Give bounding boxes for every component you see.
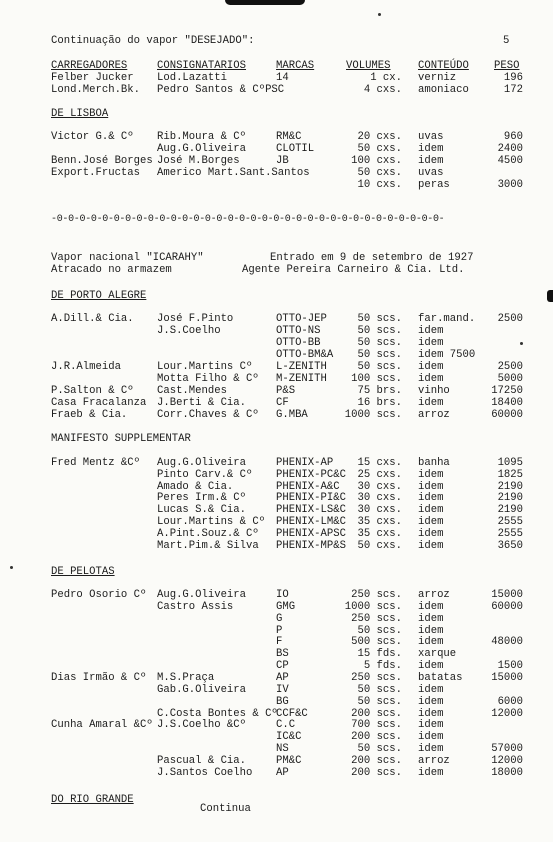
section-heading-pelotas: DE PELOTAS [51, 566, 115, 578]
content-cell: idem [418, 743, 444, 756]
column-header-shipper: CARREGADORES [51, 60, 128, 72]
ink-dot [520, 342, 523, 345]
volume-cell: 250 scs. [351, 612, 402, 625]
content-cell: idem [418, 373, 444, 385]
shipper-cell: Fraeb & Cia. [51, 409, 128, 421]
mark-cell: C.C [276, 719, 296, 732]
shipper-cell: Export.Fructas [51, 167, 141, 179]
volume-cell: 5 fds. [363, 660, 402, 673]
consignee-cell: Castro Assis [157, 600, 234, 613]
volume-cell: 100 cxs. [351, 155, 402, 167]
consignee-cell: J.Berti & Cia. [157, 397, 247, 409]
mark-cell: BG [276, 695, 289, 708]
volume-cell: 50 scs. [357, 361, 402, 373]
weight-cell: 1095 [497, 457, 523, 469]
mark-cell: PM&C [276, 754, 302, 767]
weight-cell: 48000 [491, 636, 523, 649]
volume-cell: 200 scs. [351, 707, 402, 720]
content-cell: xarque [418, 648, 457, 661]
ink-blot-right [547, 290, 553, 302]
consignee-cell: Rib.Moura & Cº [157, 131, 247, 143]
mark-cell: PHENIX-AP [276, 457, 334, 469]
shipper-cell: A.Dill.& Cia. [51, 313, 134, 325]
content-cell: peras [418, 179, 450, 191]
content-cell: idem [418, 766, 444, 779]
weight-cell: 3000 [497, 179, 523, 191]
weight-cell: 18000 [491, 766, 523, 779]
content-cell: idem [418, 707, 444, 720]
mark-cell: PHENIX-MP&S [276, 539, 346, 552]
content-cell: arroz [418, 409, 450, 421]
volume-cell: 15 fds. [357, 648, 402, 661]
volume-cell: 250 scs. [351, 589, 402, 601]
weight-cell: 12000 [491, 707, 523, 720]
volume-cell: 50 scs. [357, 349, 402, 361]
consignee-cell: José F.Pinto [157, 313, 234, 325]
content-cell: idem [418, 480, 444, 493]
mark-cell: BS [276, 648, 289, 661]
consignee-cell: Pascual & Cia. [157, 754, 247, 767]
mark-cell: PHENIX-A&C [276, 480, 340, 493]
content-cell: idem [418, 624, 444, 637]
volume-cell: 50 scs. [357, 313, 402, 325]
column-header-content: CONTEÚDO [418, 60, 469, 72]
content-cell: idem [418, 695, 444, 708]
mark-cell: PHENIX-PC&C [276, 468, 346, 481]
content-cell: banha [418, 457, 450, 469]
mark-cell: JB [276, 155, 289, 167]
volume-cell: 500 scs. [351, 636, 402, 649]
weight-cell: 172 [503, 84, 523, 96]
volume-cell: 15 cxs. [357, 457, 402, 469]
consignee-cell: Amado & Cia. [157, 480, 234, 493]
content-cell: idem [418, 516, 444, 528]
consignee-cell: Pinto Carv.& Cº [157, 468, 253, 481]
mark-cell: PHENIX-LM&C [276, 516, 346, 528]
vessel-agent: Agente Pereira Carneiro & Cia. Ltd. [242, 264, 465, 276]
weight-cell: 2555 [497, 516, 523, 528]
weight-cell: 2190 [497, 504, 523, 517]
weight-cell: 2500 [497, 361, 523, 373]
mark-cell: IV [276, 683, 289, 696]
shipper-cell: Fred Mentz &Cº [51, 457, 141, 469]
content-cell: idem [418, 337, 444, 349]
mark-cell: PHENIX-APSC [276, 527, 346, 540]
weight-cell: 196 [503, 72, 523, 84]
volume-cell: 1000 scs. [344, 409, 402, 421]
consignee-cell: M.S.Praça [157, 671, 215, 684]
content-cell: arroz [418, 754, 450, 767]
weight-cell: 960 [503, 131, 523, 143]
consignee-cell: J.Santos Coelho [157, 766, 253, 779]
volume-cell: 50 scs. [357, 337, 402, 349]
volume-cell: 50 scs. [357, 695, 402, 708]
mark-cell: OTTO-BM&A [276, 349, 334, 361]
weight-cell: 17250 [491, 385, 523, 397]
volume-cell: 50 cxs. [357, 539, 402, 552]
weight-cell: 1825 [497, 468, 523, 481]
content-cell: idem [418, 492, 444, 505]
volume-cell: 1 cx. [370, 72, 402, 84]
content-cell: idem [418, 600, 444, 613]
content-cell: idem [418, 143, 444, 155]
mark-cell: NS [276, 743, 289, 756]
consignee-cell: José M.Borges [157, 155, 240, 167]
content-cell: batatas [418, 671, 463, 684]
weight-cell: 57000 [491, 743, 523, 756]
column-header-volume: VOLUMES [346, 60, 391, 72]
consignee-cell: Cast.Mendes [157, 385, 227, 397]
weight-cell: 60000 [491, 409, 523, 421]
mark-cell: IO [276, 589, 289, 601]
mark-cell: M-ZENITH [276, 373, 327, 385]
volume-cell: 30 cxs. [357, 492, 402, 505]
mark-cell: CCF&C [276, 707, 308, 720]
content-cell: idem [418, 361, 444, 373]
volume-cell: 20 cxs. [357, 131, 402, 143]
mark-cell: RM&C [276, 131, 302, 143]
content-cell: amoniaco [418, 84, 469, 96]
content-cell: idem [418, 325, 444, 337]
shipper-cell: P.Salton & Cº [51, 385, 134, 397]
mark-cell: AP [276, 671, 289, 684]
volume-cell: 30 cxs. [357, 504, 402, 517]
weight-cell: 2190 [497, 480, 523, 493]
content-cell: uvas [418, 131, 444, 143]
content-cell: verniz [418, 72, 457, 84]
volume-cell: 4 cxs. [363, 84, 402, 96]
shipper-cell: Benn.José Borges [51, 155, 153, 167]
volume-cell: 35 cxs. [357, 527, 402, 540]
volume-cell: 50 scs. [357, 743, 402, 756]
weight-cell: 2500 [497, 313, 523, 325]
mark-cell: CLOTIL [276, 143, 315, 155]
content-cell: idem [418, 719, 444, 732]
consignee-cell: Lucas S.& Cia. [157, 504, 247, 517]
weight-cell: 6000 [497, 695, 523, 708]
weight-cell: 2400 [497, 143, 523, 155]
page-number: 5 [503, 35, 510, 47]
mark-cell: L-ZENITH [276, 361, 327, 373]
vessel-berth: Atracado no armazem [51, 264, 172, 276]
mark-cell: 14 [276, 72, 289, 84]
content-cell: idem [418, 397, 444, 409]
consignee-cell: Lour.Martins Cº [157, 361, 253, 373]
column-header-weight: PESO [494, 60, 520, 72]
ink-dot [10, 566, 13, 569]
consignee-cell: Aug.G.Oliveira [157, 589, 247, 601]
consignee-cell: Corr.Chaves & Cº [157, 409, 259, 421]
volume-cell: 25 cxs. [357, 468, 402, 481]
ink-blot-top [225, 0, 305, 5]
continua-label: Continua [200, 803, 251, 815]
volume-cell: 200 scs. [351, 754, 402, 767]
consignee-cell: Aug.G.Oliveira [157, 143, 247, 155]
consignee-cell: Peres Irm.& Cº [157, 492, 247, 505]
consignee-cell: Aug.G.Oliveira [157, 457, 247, 469]
content-cell: idem [418, 731, 444, 744]
section-heading-rio-grande: DO RIO GRANDE [51, 794, 134, 806]
volume-cell: 50 cxs. [357, 167, 402, 179]
shipper-cell: Felber Jucker [51, 72, 134, 84]
weight-cell: 2190 [497, 492, 523, 505]
mark-cell: F [276, 636, 283, 649]
mark-cell: P [276, 624, 283, 637]
mark-cell: OTTO-JEP [276, 313, 327, 325]
vessel-arrival: Entrado em 9 de setembro de 1927 [270, 252, 474, 264]
content-cell: far.mand. [418, 313, 476, 325]
content-cell: arroz [418, 589, 450, 601]
shipper-cell: Victor G.& Cº [51, 131, 134, 143]
content-cell: idem [418, 612, 444, 625]
consignee-cell: Americo Mart.Sant.Santos [157, 167, 310, 179]
content-cell: idem [418, 660, 444, 673]
mark-cell: CF [276, 397, 289, 409]
separator-line: -0-0-0-0-0-0-0-0-0-0-0-0-0-0-0-0-0-0-0-0-0-0-0-0-0-0-0-0-0-0-0-0-0-0- [51, 214, 445, 225]
volume-cell: 10 cxs. [357, 179, 402, 191]
volume-cell: 75 brs. [357, 385, 402, 397]
section-heading-lisboa: DE LISBOA [51, 108, 109, 120]
volume-cell: 50 scs. [357, 624, 402, 637]
vessel-name: Vapor nacional "ICARAHY" [51, 252, 204, 264]
content-cell: idem [418, 636, 444, 649]
shipper-cell: Lond.Merch.Bk. [51, 84, 141, 96]
content-cell: idem [418, 504, 444, 517]
consignee-cell: Motta Filho & Cº [157, 373, 259, 385]
mark-cell: OTTO-NS [276, 325, 321, 337]
volume-cell: 16 brs. [357, 397, 402, 409]
content-cell: idem [418, 527, 444, 540]
content-cell: vinho [418, 385, 450, 397]
mark-cell: AP [276, 766, 289, 779]
volume-cell: 700 scs. [351, 719, 402, 732]
volume-cell: 50 cxs. [357, 143, 402, 155]
consignee-cell: C.Costa Bontes & Cº [157, 707, 278, 720]
volume-cell: 200 scs. [351, 766, 402, 779]
consignee-cell: Gab.G.Oliveira [157, 683, 247, 696]
weight-cell: 18400 [491, 397, 523, 409]
consignee-cell: J.S.Coelho [157, 325, 221, 337]
volume-cell: 35 cxs. [357, 516, 402, 528]
consignee-cell: A.Pint.Souz.& Cº [157, 527, 259, 540]
consignee-cell: Lod.Lazatti [157, 72, 227, 84]
mark-cell: PHENIX-PI&C [276, 492, 346, 505]
content-cell: uvas [418, 167, 444, 179]
weight-cell: 3650 [497, 539, 523, 552]
column-header-consignee: CONSIGNATARIOS [157, 60, 247, 72]
ink-dot [378, 13, 381, 16]
volume-cell: 50 scs. [357, 683, 402, 696]
mark-cell: IC&C [276, 731, 302, 744]
column-header-mark: MARCAS [276, 60, 315, 72]
mark-cell: P&S [276, 385, 296, 397]
volume-cell: 30 cxs. [357, 480, 402, 493]
content-cell: idem 7500 [418, 349, 476, 361]
consignee-cell: J.S.Coelho &Cº [157, 719, 247, 732]
content-cell: idem [418, 468, 444, 481]
weight-cell: 4500 [497, 155, 523, 167]
weight-cell: 15000 [491, 589, 523, 601]
shipper-cell: J.R.Almeida [51, 361, 121, 373]
volume-cell: 100 scs. [351, 373, 402, 385]
shipper-cell: Dias Irmão & Cº [51, 671, 147, 684]
shipper-cell: Pedro Osorio Cº [51, 589, 147, 601]
consignee-cell: Pedro Santos & CºPSC [157, 84, 285, 96]
consignee-cell: Lour.Martins & Cº [157, 516, 266, 528]
mark-cell: G.MBA [276, 409, 308, 421]
shipper-cell: Cunha Amaral &Cº [51, 719, 153, 732]
volume-cell: 200 scs. [351, 731, 402, 744]
weight-cell: 1500 [497, 660, 523, 673]
weight-cell: 5000 [497, 373, 523, 385]
section-heading-manifesto: MANIFESTO SUPPLEMENTAR [51, 433, 191, 445]
mark-cell: CP [276, 660, 289, 673]
mark-cell: GMG [276, 600, 296, 613]
weight-cell: 2555 [497, 527, 523, 540]
weight-cell: 12000 [491, 754, 523, 767]
document-title: Continuação do vapor "DESEJADO": [51, 35, 255, 47]
mark-cell: G [276, 612, 283, 625]
volume-cell: 1000 scs. [344, 600, 402, 613]
weight-cell: 60000 [491, 600, 523, 613]
volume-cell: 50 scs. [357, 325, 402, 337]
content-cell: idem [418, 155, 444, 167]
shipper-cell: Casa Fracalanza [51, 397, 147, 409]
content-cell: idem [418, 683, 444, 696]
content-cell: idem [418, 539, 444, 552]
mark-cell: PHENIX-LS&C [276, 504, 346, 517]
consignee-cell: Mart.Pim.& Silva [157, 539, 259, 552]
mark-cell: OTTO-BB [276, 337, 321, 349]
weight-cell: 15000 [491, 671, 523, 684]
volume-cell: 250 scs. [351, 671, 402, 684]
section-heading-porto-alegre: DE PORTO ALEGRE [51, 290, 147, 302]
